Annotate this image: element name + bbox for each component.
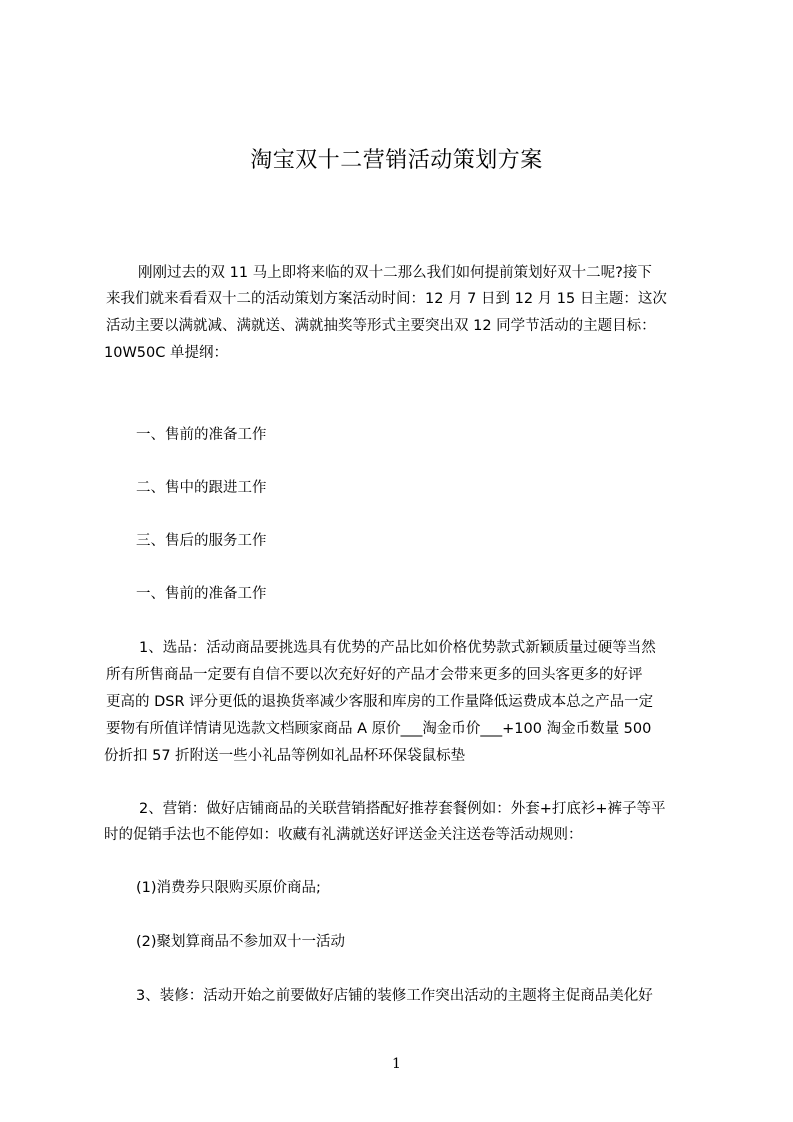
intro-line: 来我们就来看看双十二的活动策划方案活动时间：12 月 7 日到 12 月 15 日主题：这次: [106, 291, 667, 307]
document-title: 淘宝双十二营销活动策划方案: [250, 148, 543, 173]
section1-line: 要物有所值详情请见选款文档顾家商品 A 原价___淘金币价___+100 淘金币数量 500: [106, 721, 652, 737]
section3-line: 3、装修：活动开始之前要做好店铺的装修工作突出活动的主题将主促商品美化好: [136, 988, 653, 1004]
rule-item: (2)聚划算商品不参加双十一活动: [136, 934, 346, 950]
intro-line: 刚刚过去的双 11 马上即将来临的双十二那么我们如何提前策划好双十二呢?接下: [138, 265, 652, 281]
section1-line: 更高的 DSR 评分更低的退换货率减少客服和库房的工作量降低运费成本总之产品一定: [106, 694, 654, 710]
section2-line: 2、营销：做好店铺商品的关联营销搭配好推荐套餐例如：外套+打底衫+裤子等平: [139, 801, 666, 817]
page-number: 1: [392, 1056, 401, 1072]
outline-item: 三、售后的服务工作: [136, 533, 267, 549]
outline-item: 一、售前的准备工作: [136, 427, 267, 443]
rule-item: (1)消费券只限购买原价商品;: [136, 880, 321, 896]
intro-line: 活动主要以满就减、满就送、满就抽奖等形式主要突出双 12 同学节活动的主题目标：: [106, 318, 656, 334]
section1-line: 1、选品：活动商品要挑选具有优势的产品比如价格优势款式新颖质量过硬等当然: [139, 640, 656, 656]
section1-line: 所有所售商品一定要有自信不要以次充好好的产品才会带来更多的回头客更多的好评: [106, 667, 643, 683]
section-heading: 一、售前的准备工作: [136, 586, 267, 602]
section2-line: 时的促销手法也不能停如：收藏有礼满就送好评送金关注送卷等活动规则：: [104, 827, 583, 843]
outline-item: 二、售中的跟进工作: [136, 480, 267, 496]
section1-line: 份折扣 57 折附送一些小礼品等例如礼品杯环保袋鼠标垫: [104, 748, 466, 764]
intro-line: 10W50C 单提纲：: [104, 345, 228, 361]
